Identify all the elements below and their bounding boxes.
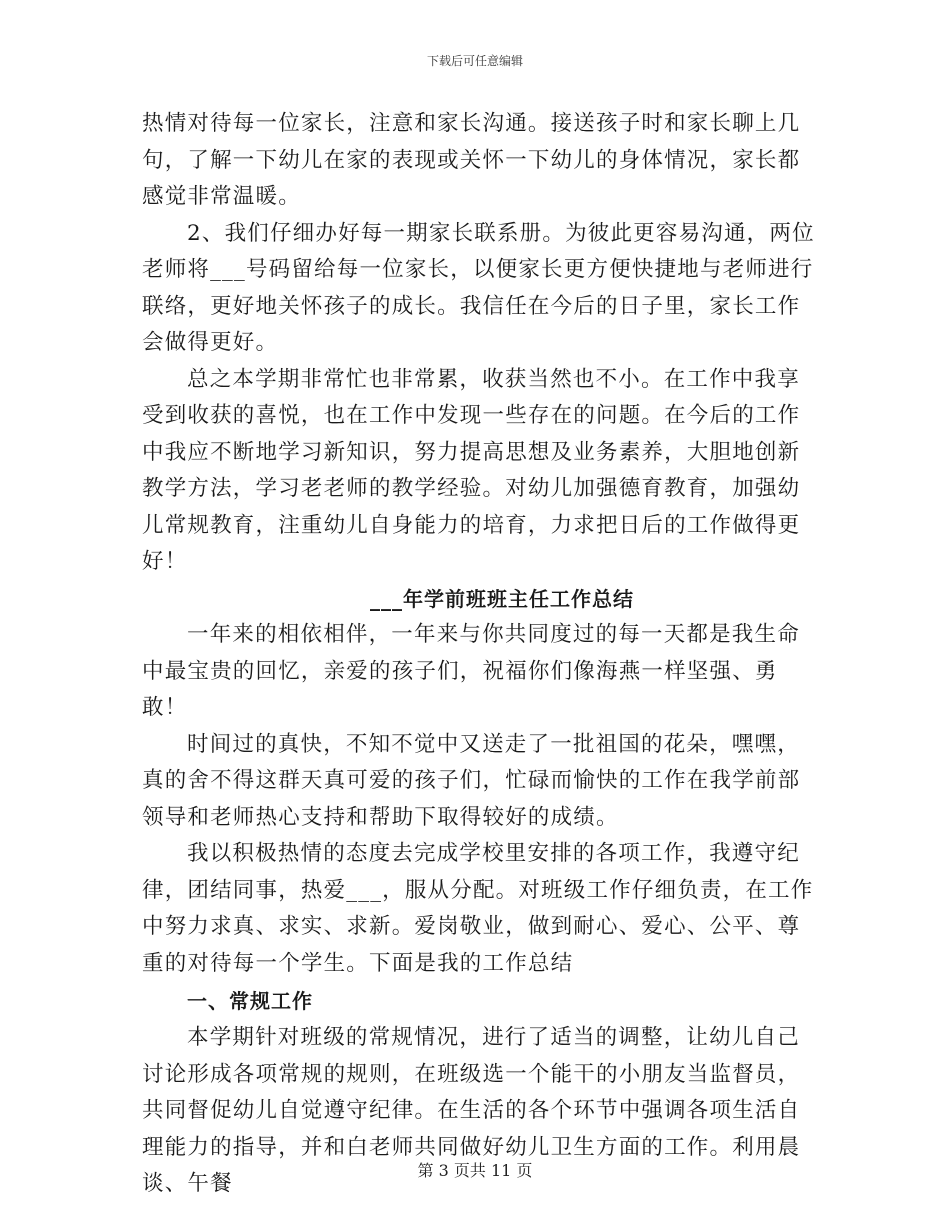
section-heading: 一、常规工作: [187, 989, 313, 1013]
paragraph-4: 一年来的相依相伴，一年来与你共同度过的每一天都是我生命中最宝贵的回忆，亲爱的孩子们，祝福你们像海燕一样坚强、勇敢！: [142, 622, 800, 720]
header-note: 下载后可任意编辑: [426, 54, 523, 68]
page-footer: 第 3 页共 11 页: [417, 1161, 533, 1180]
paragraph-5: 时间过的真快，不知不觉中又送走了一批祖国的花朵，嘿嘿，真的舍不得这群天真可爱的孩子们，忙碌而愉快的工作在我学前部领导和老师热心支持和帮助下取得较好的成绩。: [142, 731, 801, 830]
paragraph-7: 本学期针对班级的常规情况，进行了适当的调整，让幼儿自己讨论形成各项常规的规则，在班级选一个能干的小朋友当监督员，共同督促幼儿自觉遵守纪律。在生活的各个环节中强调各项生活自理能力的指导，并和白老师共同做好幼儿卫生方面的工作。利用晨谈、午餐: [142, 1025, 801, 1196]
paragraph-6: 我以积极热情的态度去完成学校里安排的各项工作，我遵守纪律，团结同事，热爱___，服从分配。对班级工作仔细负责，在工作中努力求真、求实、求新。爱岗敬业，做到耐心、爱心、公平、尊重的对待每一个学生。下面是我的工作总结: [142, 841, 814, 976]
paragraph-3: 总之本学期非常忙也非常累，收获当然也不小。在工作中我享受到收获的喜悦，也在工作中发现一些存在的问题。在今后的工作中我应不断地学习新知识，努力提高思想及业务素养，大胆地创新教学方法，学习老老师的教学经验。对幼儿加强德育教育，加强幼儿常规教育，注重幼儿自身能力的培育，力求把日后的工作做得更好！: [142, 366, 801, 574]
paragraph-2: 2、我们仔细办好每一期家长联系册。为彼此更容易沟通，两位老师将___号码留给每一位家长，以便家长更方便快捷地与老师进行联络，更好地关怀孩子的成长。我信任在今后的日子里，家长工作会做得更好。: [142, 220, 815, 355]
document-title: ___年学前班班主任工作总结: [370, 586, 634, 611]
document-body: [142, 106, 822, 1203]
paragraph-1: 热情对待每一位家长，注意和家长沟通。接送孩子时和家长聊上几句，了解一下幼儿在家的表现或关怀一下幼儿的身体情况，家长都感觉非常温暖。: [142, 111, 801, 209]
